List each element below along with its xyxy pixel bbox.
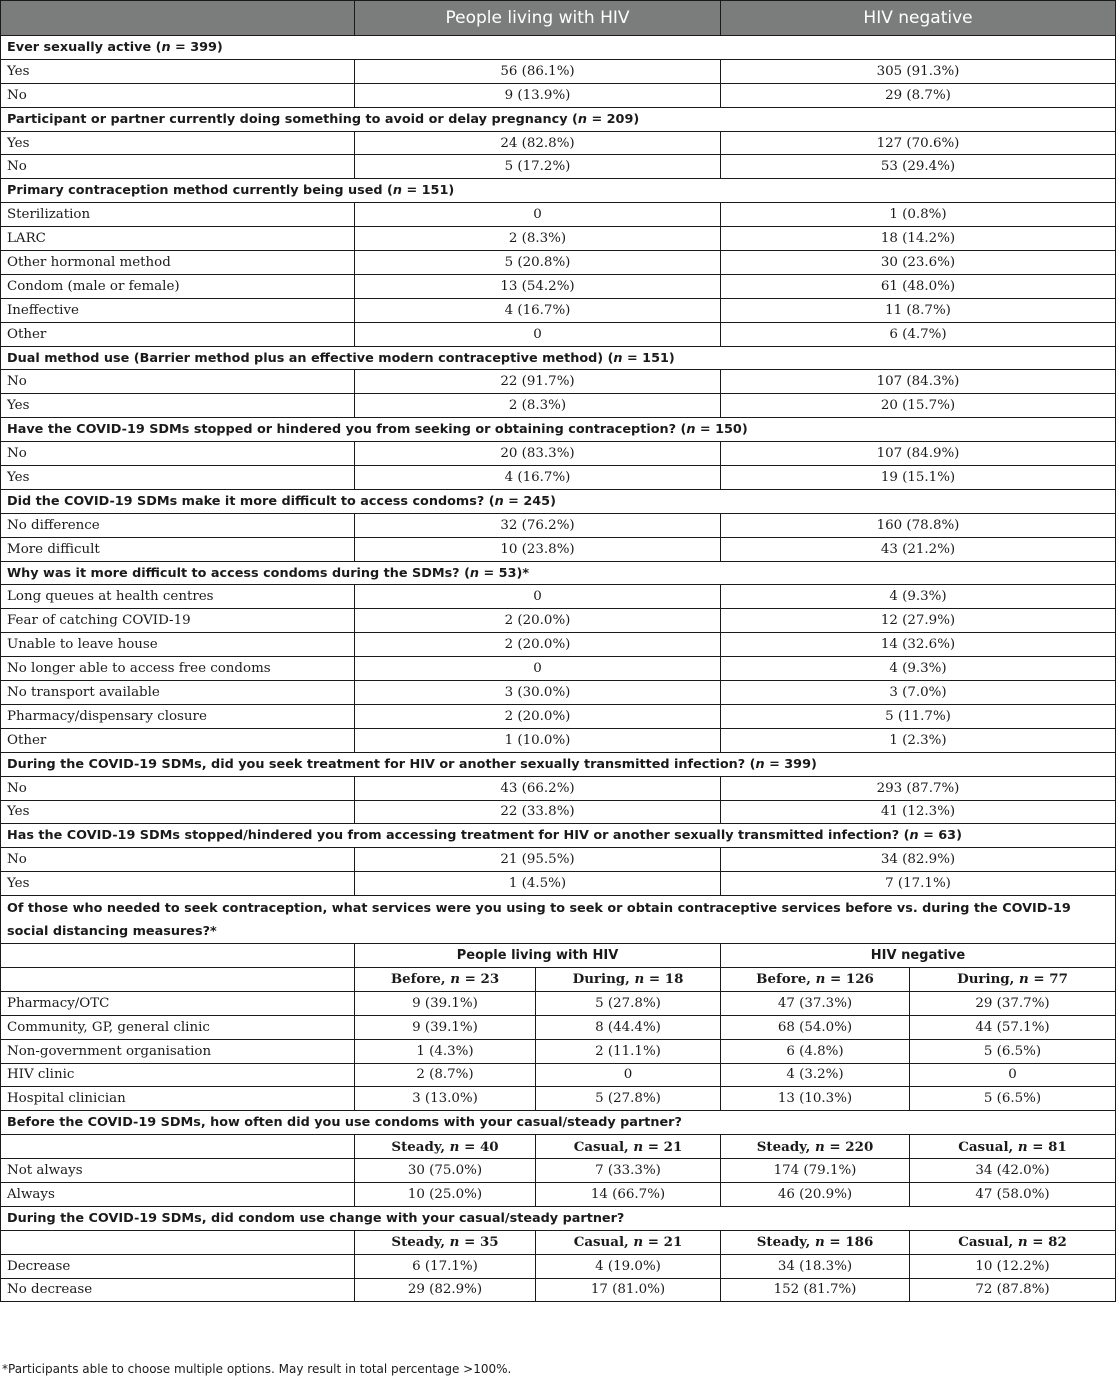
subheader-n-value: = 77	[1028, 971, 1068, 988]
row-label: No transport available	[1, 681, 355, 705]
subheader-n-symbol: n	[815, 1138, 825, 1155]
results-table-body	[1, 1, 1116, 1302]
subheader-row	[1, 1230, 1116, 1254]
plhiv-value: 20 (83.3%)	[355, 442, 721, 466]
row-label: Decrease	[1, 1254, 355, 1278]
value-cell: 6 (4.8%)	[721, 1039, 910, 1063]
value-cell: 29 (82.9%)	[355, 1278, 536, 1302]
section-n-value: = 63)	[918, 828, 962, 844]
section-n-value: = 150)	[695, 422, 748, 438]
row-label: Hospital clinician	[1, 1087, 355, 1111]
subheader-cell	[536, 967, 721, 991]
row-label: Yes	[1, 800, 355, 824]
plhiv-value: 9 (13.9%)	[355, 83, 721, 107]
section-title	[1, 489, 1116, 513]
plhiv-value: 24 (82.8%)	[355, 131, 721, 155]
section-title: During the COVID-19 SDMs, did condom use change with your casual/steady partner?	[1, 1206, 1116, 1230]
section-title	[1, 824, 1116, 848]
table-row	[1, 800, 1116, 824]
table-row	[1, 442, 1116, 466]
hiv-negative-value: 7 (17.1%)	[721, 872, 1116, 896]
section-n-symbol: n	[686, 422, 696, 438]
plhiv-value: 0	[355, 203, 721, 227]
row-label: Sterilization	[1, 203, 355, 227]
subheader-n-value: = 23	[460, 971, 500, 988]
plhiv-value: 2 (8.3%)	[355, 394, 721, 418]
plhiv-value: 4 (16.7%)	[355, 298, 721, 322]
subheader-label: Steady,	[391, 1138, 450, 1155]
value-cell: 152 (81.7%)	[721, 1278, 910, 1302]
table-row	[1, 776, 1116, 800]
section-n-value: = 151)	[622, 350, 675, 366]
row-label: No	[1, 83, 355, 107]
table-row	[1, 131, 1116, 155]
row-label: Yes	[1, 131, 355, 155]
hiv-negative-value: 107 (84.3%)	[721, 370, 1116, 394]
group-header-hiv-negative: HIV negative	[721, 944, 1116, 968]
row-label: Yes	[1, 59, 355, 83]
table-row	[1, 609, 1116, 633]
subheader-label: During,	[572, 971, 635, 988]
value-cell: 5 (27.8%)	[536, 991, 721, 1015]
row-label: No decrease	[1, 1278, 355, 1302]
subheader-n-symbol: n	[633, 1138, 644, 1155]
subheader-label: Steady,	[391, 1234, 450, 1251]
hiv-negative-value: 127 (70.6%)	[721, 131, 1116, 155]
section-header-row	[1, 418, 1116, 442]
section-header-row	[1, 346, 1116, 370]
value-cell: 44 (57.1%)	[910, 1015, 1116, 1039]
section-title-text: Participant or partner currently doing something to avoid or delay pregnancy (	[7, 111, 578, 127]
section-title-text: Did the COVID-19 SDMs make it more difficult to access condoms? (	[7, 493, 495, 509]
row-label: Yes	[1, 394, 355, 418]
row-label: Yes	[1, 466, 355, 490]
row-label: Unable to leave house	[1, 633, 355, 657]
section-n-symbol: n	[755, 756, 765, 772]
table-row	[1, 466, 1116, 490]
plhiv-value: 0	[355, 585, 721, 609]
table-row	[1, 1063, 1116, 1087]
row-label: No	[1, 776, 355, 800]
subheader-n-value: = 81	[1027, 1138, 1067, 1155]
subheader-row	[1, 1135, 1116, 1159]
subheader-n-symbol: n	[1019, 971, 1029, 988]
value-cell: 47 (37.3%)	[721, 991, 910, 1015]
value-cell: 2 (8.7%)	[355, 1063, 536, 1087]
section-title	[1, 179, 1116, 203]
table-row	[1, 59, 1116, 83]
subheader-n-value: = 126	[825, 971, 874, 988]
section-header-row	[1, 1206, 1116, 1230]
section-title-text: Ever sexually active (	[7, 39, 162, 55]
table-row	[1, 1015, 1116, 1039]
table-row	[1, 681, 1116, 705]
section-n-symbol: n	[909, 828, 919, 844]
row-label: Other	[1, 322, 355, 346]
table-row	[1, 848, 1116, 872]
value-cell: 72 (87.8%)	[910, 1278, 1116, 1302]
table-row	[1, 83, 1116, 107]
section-header-row	[1, 36, 1116, 60]
section-title	[1, 418, 1116, 442]
plhiv-value: 21 (95.5%)	[355, 848, 721, 872]
table-row	[1, 1039, 1116, 1063]
hiv-negative-value: 1 (0.8%)	[721, 203, 1116, 227]
plhiv-value: 4 (16.7%)	[355, 466, 721, 490]
hiv-negative-value: 19 (15.1%)	[721, 466, 1116, 490]
hiv-negative-value: 6 (4.7%)	[721, 322, 1116, 346]
row-label: Pharmacy/dispensary closure	[1, 704, 355, 728]
subheader-cell	[721, 1230, 910, 1254]
subheader-n-value: = 186	[824, 1234, 874, 1251]
subheader-n-value: = 18	[644, 971, 684, 988]
value-cell: 5 (27.8%)	[536, 1087, 721, 1111]
subheader-label: Steady,	[756, 1138, 816, 1155]
hiv-negative-value: 5 (11.7%)	[721, 704, 1116, 728]
subheader-cell	[721, 1135, 910, 1159]
subheader-n-value: = 40	[459, 1138, 499, 1155]
value-cell: 0	[910, 1063, 1116, 1087]
subheader-cell	[910, 1230, 1116, 1254]
subheader-n-symbol: n	[449, 1234, 460, 1251]
row-label: Always	[1, 1182, 355, 1206]
section-title: Of those who needed to seek contraception, what services were you using to seek or obtain contraceptive services before vs. during the COVID-19 social distancing measures?*	[1, 896, 1116, 944]
plhiv-value: 1 (10.0%)	[355, 728, 721, 752]
subheader-cell	[910, 1135, 1116, 1159]
row-label: Not always	[1, 1159, 355, 1183]
value-cell: 17 (81.0%)	[536, 1278, 721, 1302]
value-cell: 5 (6.5%)	[910, 1039, 1116, 1063]
plhiv-value: 2 (8.3%)	[355, 227, 721, 251]
section-title-text: Primary contraception method currently being used (	[7, 183, 393, 199]
plhiv-value: 1 (4.5%)	[355, 872, 721, 896]
section-title	[1, 346, 1116, 370]
plhiv-value: 10 (23.8%)	[355, 537, 721, 561]
table-row	[1, 537, 1116, 561]
subheader-blank	[1, 1230, 355, 1254]
value-cell: 10 (25.0%)	[355, 1182, 536, 1206]
table-row	[1, 155, 1116, 179]
subheader-blank	[1, 1135, 355, 1159]
hiv-negative-value: 305 (91.3%)	[721, 59, 1116, 83]
table-row	[1, 227, 1116, 251]
section-n-value: = 151)	[402, 183, 455, 199]
row-label: HIV clinic	[1, 1063, 355, 1087]
subheader-row	[1, 967, 1116, 991]
row-label: Other	[1, 728, 355, 752]
table-row	[1, 1254, 1116, 1278]
value-cell: 46 (20.9%)	[721, 1182, 910, 1206]
hiv-negative-value: 53 (29.4%)	[721, 155, 1116, 179]
subheader-label: Casual,	[573, 1234, 634, 1251]
subheader-n-value: = 21	[643, 1234, 683, 1251]
value-cell: 47 (58.0%)	[910, 1182, 1116, 1206]
header-blank-cell	[1, 1, 355, 36]
group-header-blank	[1, 944, 355, 968]
table-row	[1, 1087, 1116, 1111]
subheader-n-symbol: n	[634, 971, 645, 988]
subheader-n-symbol: n	[815, 971, 826, 988]
section-n-value: = 399)	[170, 39, 223, 55]
subheader-n-symbol: n	[450, 971, 460, 988]
hiv-negative-value: 293 (87.7%)	[721, 776, 1116, 800]
section-title	[1, 36, 1116, 60]
hiv-negative-value: 14 (32.6%)	[721, 633, 1116, 657]
value-cell: 10 (12.2%)	[910, 1254, 1116, 1278]
value-cell: 30 (75.0%)	[355, 1159, 536, 1183]
section-title: Before the COVID-19 SDMs, how often did you use condoms with your casual/steady partner?	[1, 1111, 1116, 1135]
value-cell: 34 (18.3%)	[721, 1254, 910, 1278]
row-label: No	[1, 848, 355, 872]
hiv-negative-value: 4 (9.3%)	[721, 585, 1116, 609]
section-title-text: Why was it more difficult to access condoms during the SDMs? (	[7, 565, 470, 581]
value-cell: 34 (42.0%)	[910, 1159, 1116, 1183]
group-header-row	[1, 944, 1116, 968]
section-n-symbol: n	[392, 183, 402, 199]
table-row	[1, 1159, 1116, 1183]
table-row	[1, 274, 1116, 298]
row-label: LARC	[1, 227, 355, 251]
subheader-n-symbol: n	[1017, 1234, 1028, 1251]
section-header-row	[1, 489, 1116, 513]
section-n-symbol: n	[613, 350, 623, 366]
table-row	[1, 704, 1116, 728]
hiv-negative-value: 18 (14.2%)	[721, 227, 1116, 251]
section-title	[1, 752, 1116, 776]
table-row	[1, 1278, 1116, 1302]
plhiv-value: 56 (86.1%)	[355, 59, 721, 83]
row-label: Community, GP, general clinic	[1, 1015, 355, 1039]
subheader-n-symbol: n	[1017, 1138, 1028, 1155]
section-n-value: = 245)	[503, 493, 556, 509]
row-label: Ineffective	[1, 298, 355, 322]
section-title-text: During the COVID-19 SDMs, did you seek treatment for HIV or another sexually transmitted infection? (	[7, 756, 756, 772]
subheader-blank	[1, 967, 355, 991]
value-cell: 8 (44.4%)	[536, 1015, 721, 1039]
header-plhiv: People living with HIV	[355, 1, 721, 36]
hiv-negative-value: 20 (15.7%)	[721, 394, 1116, 418]
plhiv-value: 2 (20.0%)	[355, 633, 721, 657]
section-title	[1, 561, 1116, 585]
value-cell: 68 (54.0%)	[721, 1015, 910, 1039]
row-label: Yes	[1, 872, 355, 896]
section-header-row	[1, 107, 1116, 131]
section-header-row	[1, 752, 1116, 776]
plhiv-value: 0	[355, 657, 721, 681]
subheader-n-value: = 35	[459, 1234, 499, 1251]
value-cell: 13 (10.3%)	[721, 1087, 910, 1111]
table-row	[1, 394, 1116, 418]
subheader-cell	[355, 967, 536, 991]
hiv-negative-value: 1 (2.3%)	[721, 728, 1116, 752]
plhiv-value: 3 (30.0%)	[355, 681, 721, 705]
plhiv-value: 2 (20.0%)	[355, 609, 721, 633]
table-row	[1, 370, 1116, 394]
subheader-cell	[536, 1230, 721, 1254]
table-row	[1, 633, 1116, 657]
hiv-negative-value: 160 (78.8%)	[721, 513, 1116, 537]
table-row	[1, 585, 1116, 609]
value-cell: 174 (79.1%)	[721, 1159, 910, 1183]
subheader-n-symbol: n	[633, 1234, 644, 1251]
subheader-label: During,	[957, 971, 1019, 988]
subheader-label: Before,	[390, 971, 451, 988]
plhiv-value: 5 (17.2%)	[355, 155, 721, 179]
row-label: No difference	[1, 513, 355, 537]
value-cell: 1 (4.3%)	[355, 1039, 536, 1063]
section-n-value: = 209)	[587, 111, 640, 127]
hiv-negative-value: 30 (23.6%)	[721, 251, 1116, 275]
row-label: No longer able to access free condoms	[1, 657, 355, 681]
hiv-negative-value: 41 (12.3%)	[721, 800, 1116, 824]
row-label: Pharmacy/OTC	[1, 991, 355, 1015]
value-cell: 0	[536, 1063, 721, 1087]
row-label: No	[1, 442, 355, 466]
section-n-symbol: n	[577, 111, 587, 127]
row-label: More difficult	[1, 537, 355, 561]
footnote: *Participants able to choose multiple options. May result in total percentage >100%.	[2, 1362, 512, 1376]
section-header-row	[1, 561, 1116, 585]
plhiv-value: 22 (91.7%)	[355, 370, 721, 394]
table-row	[1, 513, 1116, 537]
section-header-row	[1, 824, 1116, 848]
value-cell: 2 (11.1%)	[536, 1039, 721, 1063]
table-row	[1, 728, 1116, 752]
subheader-cell	[910, 967, 1116, 991]
value-cell: 3 (13.0%)	[355, 1087, 536, 1111]
section-title	[1, 107, 1116, 131]
table-row	[1, 657, 1116, 681]
value-cell: 7 (33.3%)	[536, 1159, 721, 1183]
table-row	[1, 991, 1116, 1015]
subheader-n-symbol: n	[449, 1138, 460, 1155]
plhiv-value: 43 (66.2%)	[355, 776, 721, 800]
value-cell: 29 (37.7%)	[910, 991, 1116, 1015]
section-header-row	[1, 896, 1116, 944]
subheader-label: Casual,	[573, 1138, 634, 1155]
group-header-plhiv: People living with HIV	[355, 944, 721, 968]
subheader-n-symbol: n	[815, 1234, 825, 1251]
hiv-negative-value: 107 (84.9%)	[721, 442, 1116, 466]
row-label: Other hormonal method	[1, 251, 355, 275]
plhiv-value: 32 (76.2%)	[355, 513, 721, 537]
value-cell: 4 (19.0%)	[536, 1254, 721, 1278]
hiv-negative-value: 61 (48.0%)	[721, 274, 1116, 298]
subheader-label: Casual,	[958, 1138, 1018, 1155]
subheader-label: Before,	[756, 971, 816, 988]
section-n-symbol: n	[494, 493, 504, 509]
section-title-text: Has the COVID-19 SDMs stopped/hindered you from accessing treatment for HIV or another sexually transmitted infection? (	[7, 828, 910, 844]
plhiv-value: 2 (20.0%)	[355, 704, 721, 728]
value-cell: 9 (39.1%)	[355, 991, 536, 1015]
value-cell: 4 (3.2%)	[721, 1063, 910, 1087]
row-label: Long queues at health centres	[1, 585, 355, 609]
plhiv-value: 0	[355, 322, 721, 346]
row-label: Non-government organisation	[1, 1039, 355, 1063]
hiv-negative-value: 29 (8.7%)	[721, 83, 1116, 107]
hiv-negative-value: 12 (27.9%)	[721, 609, 1116, 633]
section-n-symbol: n	[469, 565, 480, 581]
header-hiv-negative: HIV negative	[721, 1, 1116, 36]
subheader-n-value: = 220	[824, 1138, 874, 1155]
table-row	[1, 298, 1116, 322]
subheader-label: Casual,	[958, 1234, 1018, 1251]
subheader-cell	[721, 967, 910, 991]
hiv-negative-value: 43 (21.2%)	[721, 537, 1116, 561]
hiv-negative-value: 34 (82.9%)	[721, 848, 1116, 872]
table-header-row	[1, 1, 1116, 36]
subheader-n-value: = 82	[1027, 1234, 1067, 1251]
plhiv-value: 13 (54.2%)	[355, 274, 721, 298]
value-cell: 6 (17.1%)	[355, 1254, 536, 1278]
section-header-row	[1, 179, 1116, 203]
value-cell: 9 (39.1%)	[355, 1015, 536, 1039]
table-row	[1, 251, 1116, 275]
table-row	[1, 872, 1116, 896]
section-title-text: Have the COVID-19 SDMs stopped or hindered you from seeking or obtaining contraception? (	[7, 422, 687, 438]
section-n-symbol: n	[161, 39, 171, 55]
value-cell: 14 (66.7%)	[536, 1182, 721, 1206]
hiv-negative-value: 3 (7.0%)	[721, 681, 1116, 705]
plhiv-value: 5 (20.8%)	[355, 251, 721, 275]
table-row	[1, 322, 1116, 346]
subheader-cell	[355, 1230, 536, 1254]
section-n-value: = 53)*	[479, 565, 530, 581]
row-label: Condom (male or female)	[1, 274, 355, 298]
section-title-text: Dual method use (Barrier method plus an effective modern contraceptive method) (	[7, 350, 614, 366]
subheader-cell	[355, 1135, 536, 1159]
hiv-negative-value: 4 (9.3%)	[721, 657, 1116, 681]
section-header-row	[1, 1111, 1116, 1135]
row-label: No	[1, 370, 355, 394]
row-label: Fear of catching COVID-19	[1, 609, 355, 633]
table-row	[1, 1182, 1116, 1206]
row-label: No	[1, 155, 355, 179]
section-n-value: = 399)	[764, 756, 817, 772]
table-row	[1, 203, 1116, 227]
plhiv-value: 22 (33.8%)	[355, 800, 721, 824]
value-cell: 5 (6.5%)	[910, 1087, 1116, 1111]
subheader-n-value: = 21	[643, 1138, 683, 1155]
hiv-negative-value: 11 (8.7%)	[721, 298, 1116, 322]
subheader-label: Steady,	[756, 1234, 816, 1251]
subheader-cell	[536, 1135, 721, 1159]
